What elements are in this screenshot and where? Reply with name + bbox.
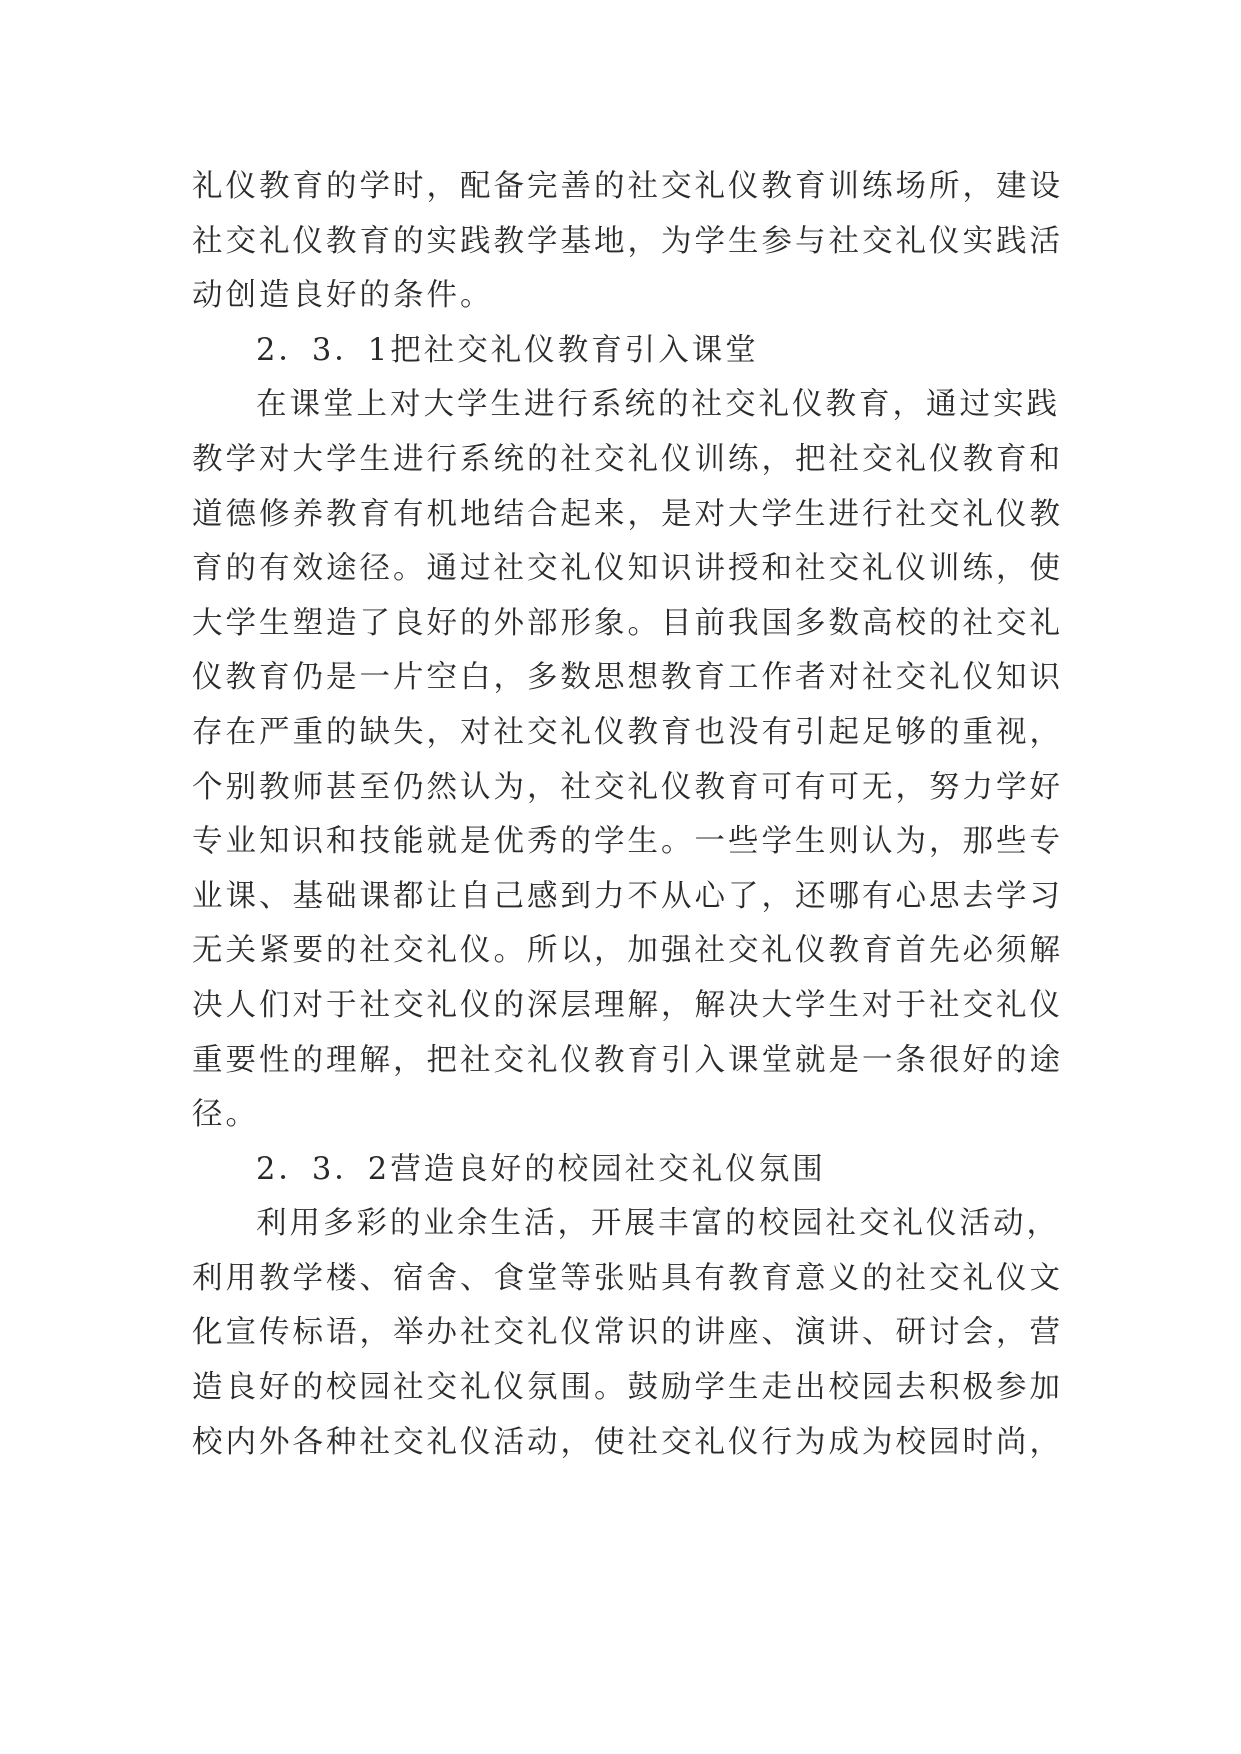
text-line: 径。 — [192, 1097, 259, 1133]
document-body — [192, 160, 1062, 1470]
text-line: 利用教学楼、宿舍、食堂等张贴具有教育意义的社交礼仪文 — [192, 1260, 1063, 1296]
text-line: 造良好的校园社交礼仪氛围。鼓励学生走出校园去积极参加 — [192, 1370, 1063, 1406]
text-line: 个别教师甚至仍然认为，社交礼仪教育可有可无，努力学好 — [192, 769, 1063, 805]
text-line: 专业知识和技能就是优秀的学生。一些学生则认为，那些专 — [192, 824, 1063, 860]
text-line: 化宣传标语，举办社交礼仪常识的讲座、演讲、研讨会，营 — [192, 1315, 1063, 1351]
text-line: 礼仪教育的学时，配备完善的社交礼仪教育训练场所，建设 — [192, 169, 1063, 204]
body-paragraph — [192, 1197, 1062, 1470]
text-line: 业课、基础课都让自己感到力不从心了，还哪有心思去学习 — [192, 878, 1063, 914]
text-line: 社交礼仪教育的实践教学基地，为学生参与社交礼仪实践活 — [192, 223, 1063, 259]
body-paragraph — [192, 160, 1062, 324]
text-line: 2．3．2营造良好的校园社交礼仪氛围 — [256, 1151, 826, 1187]
text-line: 道德修养教育有机地结合起来，是对大学生进行社交礼仪教 — [192, 496, 1063, 532]
text-line: 2．3．1把社交礼仪教育引入课堂 — [256, 332, 759, 368]
section-heading — [192, 324, 1062, 379]
text-line: 大学生塑造了良好的外部形象。目前我国多数高校的社交礼 — [192, 605, 1063, 641]
text-line: 存在严重的缺失，对社交礼仪教育也没有引起足够的重视， — [192, 714, 1063, 750]
text-line: 无关紧要的社交礼仪。所以，加强社交礼仪教育首先必须解 — [192, 933, 1063, 969]
text-line: 利用多彩的业余生活，开展丰富的校园社交礼仪活动， — [256, 1206, 1060, 1242]
text-line: 在课堂上对大学生进行系统的社交礼仪教育，通过实践 — [256, 387, 1060, 423]
text-line: 决人们对于社交礼仪的深层理解，解决大学生对于社交礼仪 — [192, 987, 1063, 1023]
text-line: 重要性的理解，把社交礼仪教育引入课堂就是一条很好的途 — [192, 1042, 1063, 1078]
text-line: 育的有效途径。通过社交礼仪知识讲授和社交礼仪训练，使 — [192, 551, 1063, 587]
text-line: 仪教育仍是一片空白，多数思想教育工作者对社交礼仪知识 — [192, 660, 1063, 696]
text-line: 校内外各种社交礼仪活动，使社交礼仪行为成为校园时尚， — [192, 1424, 1063, 1460]
text-line: 教学对大学生进行系统的社交礼仪训练，把社交礼仪教育和 — [192, 441, 1063, 477]
body-paragraph — [192, 378, 1062, 1142]
text-line: 动创造良好的条件。 — [192, 278, 494, 314]
section-heading — [192, 1143, 1062, 1198]
